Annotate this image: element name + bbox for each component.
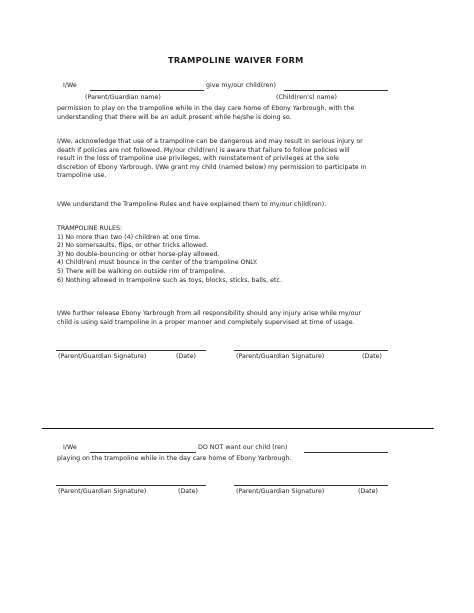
signature-line-3[interactable]	[56, 485, 206, 486]
signature-caption: (Parent/Guardian Signature)	[58, 488, 147, 495]
form-title: TRAMPOLINE WAIVER FORM	[168, 55, 304, 65]
section-divider	[42, 428, 434, 429]
parent-name-caption: (Parent/Guardian name)	[85, 94, 161, 101]
signature-caption: (Parent/Guardian Signature)	[58, 353, 147, 360]
child-name-caption: (Child(ren's) name)	[276, 94, 337, 101]
permission-line: permission to play on the trampoline while in the day care home of Ebony Yarbrough, with the	[57, 105, 355, 112]
signature-line-4[interactable]	[234, 485, 388, 486]
acknowledge-line: result in the loss of trampoline use privileges, with reinstatement of privileges at the sole	[57, 155, 340, 163]
signature-line-1[interactable]	[56, 350, 206, 351]
rule-item: 3) No double-bouncing or other horse-play allowed.	[57, 250, 220, 258]
rule-item: 6) Nothing allowed in trampoline such as toys, blocks, sticks, balls, etc.	[57, 276, 282, 284]
signature-line-2[interactable]	[234, 350, 388, 351]
acknowledge-line: death if policies are not followed. My/our child(ren) is aware that failure to follow policies will	[57, 146, 350, 154]
rule-item: 1) No more than two (4) children at one time.	[57, 233, 201, 241]
signature-caption: (Parent/Guardian Signature)	[236, 488, 325, 495]
child-name-field[interactable]	[284, 90, 388, 91]
child-name-field-2[interactable]	[304, 452, 388, 453]
rule-item: 5) There will be walking on outside rim of trampoline.	[57, 267, 226, 275]
rule-item: 4) Child(ren) must bounce in the center of the trampoline ONLY.	[57, 259, 258, 267]
acknowledge-line: discretion of Ebony Yarbrough. I/We grant my child (named below) my permission to participate in	[57, 163, 367, 171]
acknowledge-paragraph	[57, 138, 419, 181]
date-caption: (Date)	[362, 353, 382, 360]
rule-item: 2) No somersaults, flips, or other tricks allowed.	[57, 242, 209, 250]
iwe-label: I/We	[63, 444, 77, 451]
playing-statement: playing on the trampoline while in the day care home of Ebony Yarbrough.	[57, 455, 292, 462]
permission-line: understanding that there will be an adult present while he/she is doing so.	[57, 113, 292, 121]
acknowledge-line: I/We, acknowledge that use of a trampoline can be dangerous and may result in serious injury or	[57, 138, 363, 145]
parent-name-field[interactable]	[90, 90, 204, 91]
do-not-text: DO NOT want our child (ren)	[198, 444, 288, 451]
release-paragraph	[57, 310, 419, 327]
signature-caption: (Parent/Guardian Signature)	[236, 353, 325, 360]
release-line: child is using said trampoline in a proper manner and completely supervised at time of usage.	[57, 318, 355, 326]
date-caption: (Date)	[358, 488, 378, 495]
date-caption: (Date)	[176, 353, 196, 360]
rules-list	[57, 225, 419, 285]
understand-statement: I/We understand the Trampoline Rules and have explained them to my/our child(ren).	[57, 201, 327, 208]
date-caption: (Date)	[178, 488, 198, 495]
iwe-label: I/We	[63, 82, 77, 89]
give-child-text: give my/our child(ren)	[206, 82, 276, 89]
acknowledge-line: trampoline use.	[57, 172, 107, 180]
permission-paragraph	[57, 105, 419, 122]
rules-heading: TRAMPOLINE RULES:	[57, 225, 123, 232]
parent-name-field-2[interactable]	[90, 452, 196, 453]
release-line: I/We further release Ebony Yarbrough from all responsibility should any injury arise while my/our	[57, 310, 362, 317]
